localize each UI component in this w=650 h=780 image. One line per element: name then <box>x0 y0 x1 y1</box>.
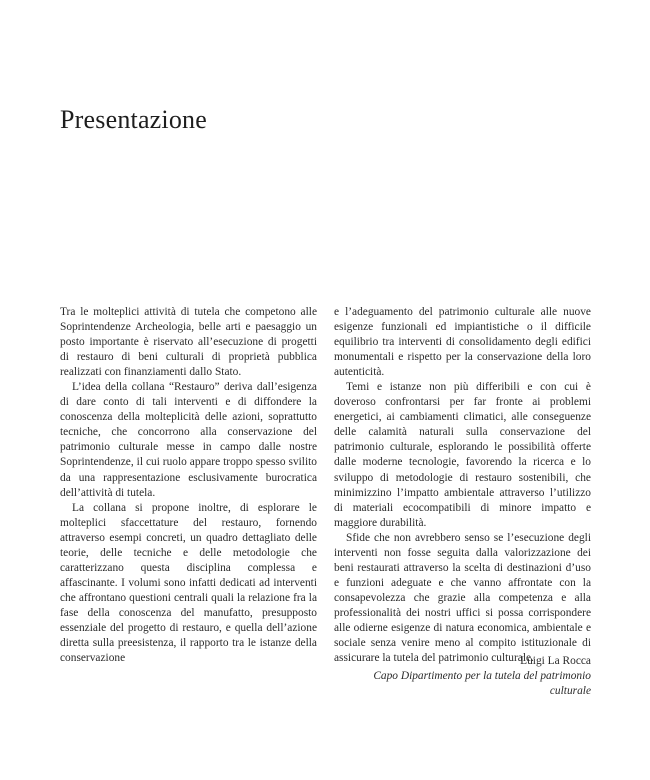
paragraph: Sfide che non avrebbero senso se l’esecuzione degli interventi non fosse seguita dalla valorizzazione dei beni restaurati attraverso la scelta di destinazioni d’uso e funzioni adeguate e che vanno affrontate con la consapevolezza che grazie alla competenza e alla professionalità dei nostri uffici si possa corrispondere alle odierne esigenze di natura economica, ambientale e sociale senza venire meno al compito istituzionale di assicurare la tutela del patrimonio culturale. <box>334 531 591 665</box>
signature-block <box>334 654 591 699</box>
page-title: Presentazione <box>60 105 207 135</box>
paragraph: Temi e istanze non più differibili e con cui è doveroso confrontarsi per far fronte ai problemi energetici, ai cambiamenti climatici, alle conseguenze delle calamità naturali sulla conservazione del patrimonio culturale, esplorando le possibilità offerte dalle moderne tecnologie, favorendo la ricerca e lo sviluppo di metodologie di restauro sostenibili, che minimizzino l’impatto ambientale attraverso l’utilizzo di materiali ecocompatibili di minore impatto e maggiore durabilità. <box>334 381 591 529</box>
text-column-right <box>334 305 591 666</box>
signature-role: Capo Dipartimento per la tutela del patrimonio culturale <box>373 670 591 697</box>
text-column-left <box>60 305 317 666</box>
paragraph: Tra le molteplici attività di tutela che competono alle Soprintendenze Archeologia, belle arti e paesaggio un posto importante è riservato all’esecuzione di progetti di restauro di beni culturali di proprietà pubblica realizzati con finanziamenti dallo Stato. <box>60 306 317 379</box>
paragraph: L’idea della collana “Restauro” deriva dall’esigenza di dare conto di tali interventi e di diffondere la conoscenza della molteplicità delle azioni, soprattutto tecniche, che concorrono alla conservazione del patrimonio culturale messe in campo dalle nostre Soprintendenze, il cui ruolo appare troppo spesso svilito da una rappresentazione esclusivamente burocratica dell’attività di tutela. <box>60 381 317 499</box>
paragraph: e l’adeguamento del patrimonio culturale alle nuove esigenze funzionali ed impiantistiche o il difficile equilibrio tra interventi di consolidamento degli edifici monumentali e rispetto per la conservazione della loro autenticità. <box>334 306 591 379</box>
signature-name: Luigi La Rocca <box>520 655 591 667</box>
paragraph: La collana si propone inoltre, di esplorare le molteplici sfaccettature del restauro, fornendo attraverso esempi concreti, un quadro dettagliato delle teorie, delle tecniche e delle metodologie che caratterizzano questa disciplina complessa e affascinante. I volumi sono infatti dedicati ad interventi che affrontano questioni centrali quali la relazione fra la fase della conoscenza del manufatto, presupposto essenziale del progetto di restauro, e quella dell’azione diretta sulla preesistenza, il rapporto tra le istanze della conservazione <box>60 501 317 665</box>
